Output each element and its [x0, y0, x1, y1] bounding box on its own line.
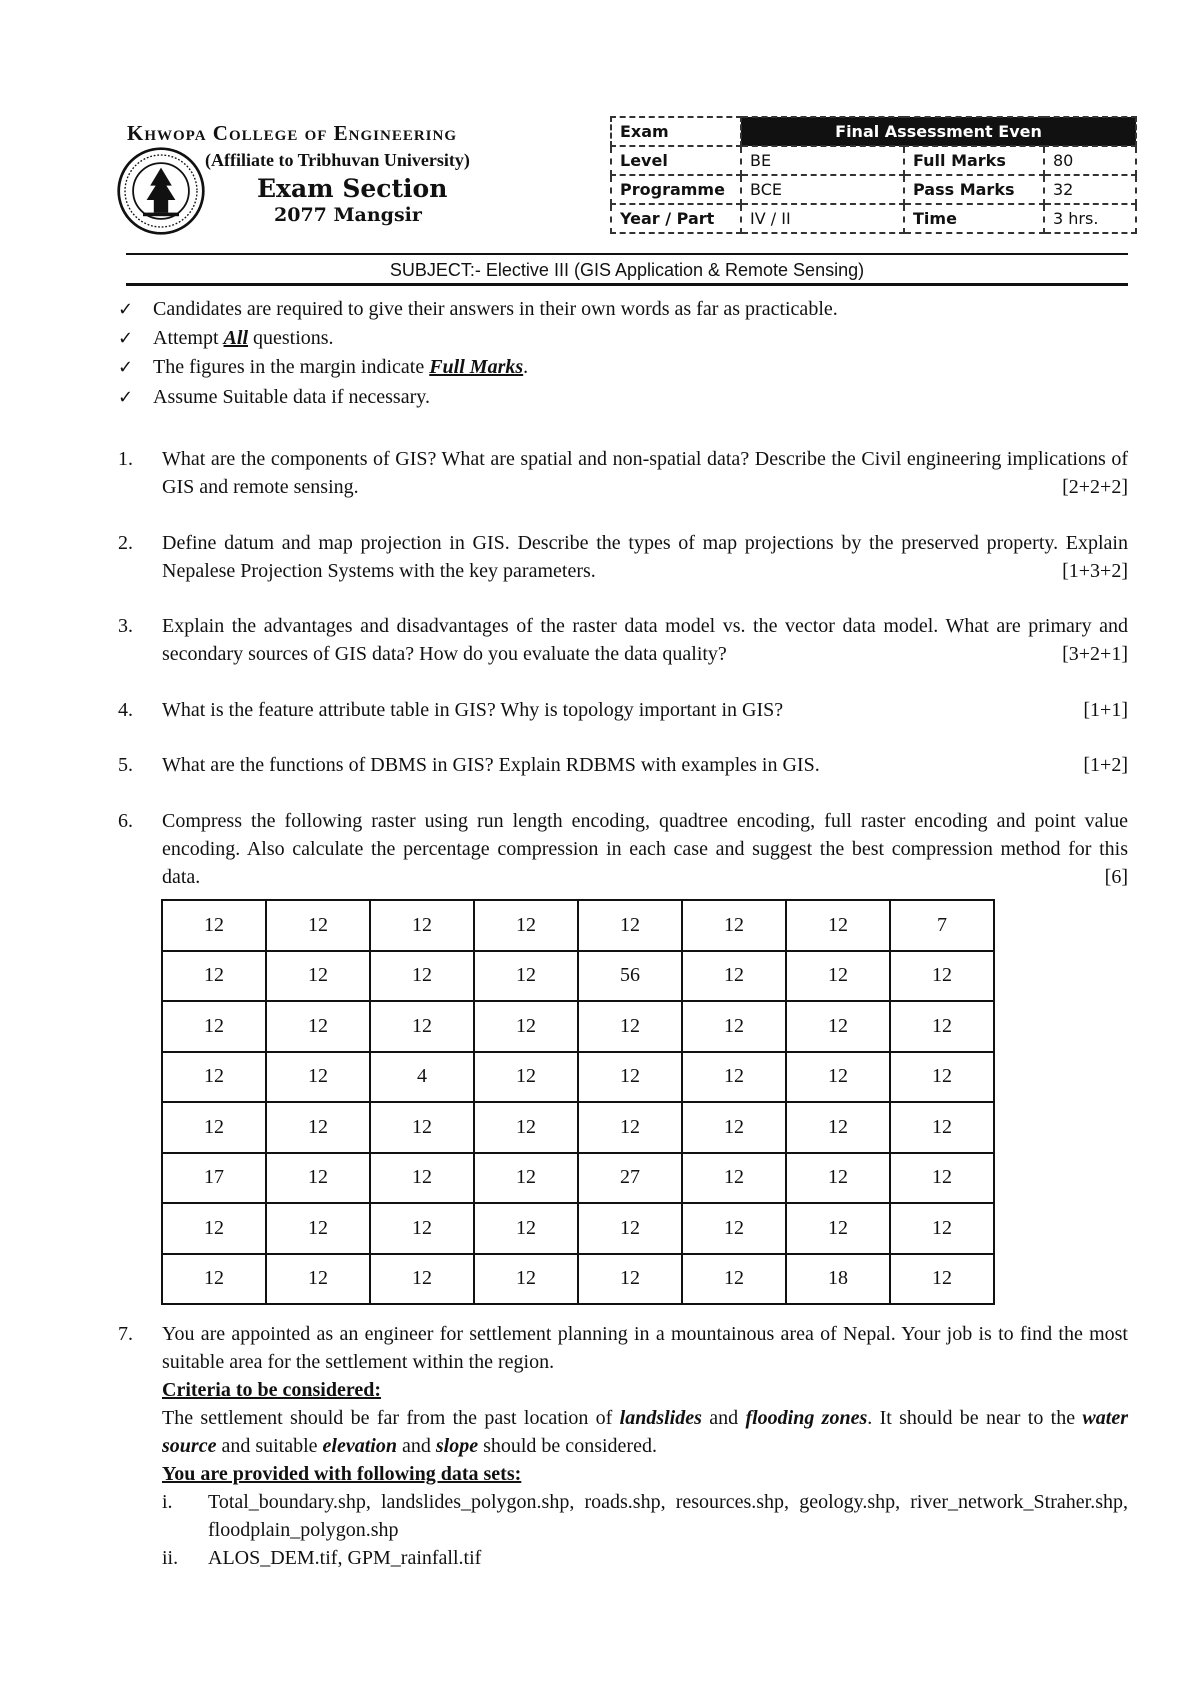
exam-label: Exam	[611, 117, 741, 146]
question-2	[118, 529, 1128, 585]
dataset-text: Total_boundary.shp, landslides_polygon.shp, roads.shp, resources.shp, geology.shp, river_network_Straher.shp, floodplain_polygon.shp	[208, 1491, 1128, 1541]
emphasis-full-marks: Full Marks	[429, 356, 524, 378]
question-number: 6.	[118, 810, 133, 832]
raster-row	[162, 1254, 994, 1305]
raster-cell: 12	[370, 1102, 474, 1153]
raster-cell: 12	[786, 1001, 890, 1052]
raster-cell: 12	[370, 1203, 474, 1254]
subject-bottom-rule	[126, 283, 1128, 286]
raster-row	[162, 1001, 994, 1052]
criteria-part: and suitable	[216, 1435, 323, 1457]
raster-cell: 12	[682, 1254, 786, 1305]
question-marks: [2+2+2]	[1062, 476, 1128, 498]
raster-cell: 12	[786, 1153, 890, 1204]
raster-cell: 12	[370, 900, 474, 951]
check-icon: ✓	[118, 387, 134, 408]
question-4	[118, 696, 1128, 724]
criteria-part: and	[701, 1407, 746, 1429]
college-logo-icon	[116, 146, 206, 236]
raster-cell: 12	[370, 951, 474, 1002]
pass-marks-label: Pass Marks	[904, 175, 1044, 204]
programme-label: Programme	[611, 175, 741, 204]
raster-grid-table	[161, 899, 995, 1305]
criteria-emphasis: slope	[435, 1435, 479, 1457]
criteria-part: and	[396, 1435, 436, 1457]
emphasis-all: All	[223, 327, 248, 349]
question-3	[118, 612, 1128, 668]
question-marks: [1+1]	[1083, 699, 1128, 721]
raster-cell: 12	[266, 1001, 370, 1052]
dataset-item-2	[162, 1544, 1128, 1572]
instruction-text: Attempt	[153, 327, 224, 349]
question-text: Compress the following raster using run length encoding, quadtree encoding, full raster encoding and point value encoding. Also calculate the percentage compression in each case and suggest the best compression method for this data.	[162, 810, 1128, 888]
raster-row	[162, 1153, 994, 1204]
raster-cell: 12	[474, 1052, 578, 1103]
criteria-emphasis: elevation	[322, 1435, 397, 1457]
question-text: You are appointed as an engineer for settlement planning in a mountainous area of Nepal. Your job is to find the most suitable area for the settlement within the region.	[162, 1323, 1128, 1373]
info-row-exam	[611, 117, 1136, 146]
raster-cell: 12	[266, 1153, 370, 1204]
raster-cell: 12	[578, 1203, 682, 1254]
raster-cell: 12	[890, 1001, 994, 1052]
full-marks-label: Full Marks	[904, 146, 1044, 175]
programme-value: BCE	[741, 175, 904, 204]
question-text: What are the functions of DBMS in GIS? Explain RDBMS with examples in GIS.	[162, 754, 820, 776]
question-marks: [1+2]	[1083, 754, 1128, 776]
subject-top-rule	[126, 253, 1128, 255]
question-text: Explain the advantages and disadvantages of the raster data model vs. the vector data model. What are primary and secondary sources of GIS data? How do you evaluate the data quality?	[162, 615, 1128, 665]
raster-cell: 12	[578, 900, 682, 951]
level-value: BE	[741, 146, 904, 175]
raster-cell: 27	[578, 1153, 682, 1204]
raster-cell: 12	[266, 1254, 370, 1305]
instruction-1	[118, 298, 838, 321]
question-5	[118, 751, 1128, 779]
info-row-programme	[611, 175, 1136, 204]
question-marks: [3+2+1]	[1062, 643, 1128, 665]
instruction-3	[118, 356, 528, 379]
raster-cell: 12	[474, 1254, 578, 1305]
raster-cell: 12	[266, 1052, 370, 1103]
exam-type-value: Final Assessment Even	[741, 117, 1136, 146]
raster-cell: 12	[890, 1254, 994, 1305]
raster-cell: 12	[162, 951, 266, 1002]
raster-cell: 12	[162, 900, 266, 951]
raster-cell: 12	[786, 1203, 890, 1254]
question-number: 7.	[118, 1323, 133, 1345]
raster-cell: 12	[474, 1001, 578, 1052]
question-text: What are the components of GIS? What are spatial and non-spatial data? Describe the Civil engineering implications of GIS and remote sensing.	[162, 448, 1128, 498]
question-number: 3.	[118, 615, 133, 637]
raster-cell: 12	[162, 1203, 266, 1254]
raster-cell: 17	[162, 1153, 266, 1204]
instruction-text: .	[523, 356, 529, 378]
raster-cell: 12	[162, 1001, 266, 1052]
question-number: 2.	[118, 532, 133, 554]
time-value: 3 hrs.	[1044, 204, 1136, 233]
raster-cell: 12	[890, 1052, 994, 1103]
raster-cell: 12	[786, 900, 890, 951]
criteria-emphasis: water source	[162, 1407, 1128, 1457]
question-6	[118, 807, 1128, 891]
raster-cell: 12	[682, 1001, 786, 1052]
instruction-text: Assume Suitable data if necessary.	[153, 386, 430, 408]
criteria-part: should be considered.	[478, 1435, 657, 1457]
college-name: Khwopa College of Engineering	[127, 121, 458, 145]
question-number: 5.	[118, 754, 133, 776]
raster-cell: 12	[786, 1052, 890, 1103]
raster-cell: 12	[682, 1153, 786, 1204]
instruction-4	[118, 386, 430, 409]
datasets-heading: You are provided with following data sets:	[162, 1463, 522, 1485]
raster-cell: 12	[890, 1102, 994, 1153]
level-label: Level	[611, 146, 741, 175]
exam-info-table	[610, 116, 1137, 234]
year-part-value: IV / II	[741, 204, 904, 233]
raster-cell: 12	[786, 951, 890, 1002]
question-1	[118, 445, 1128, 501]
check-icon: ✓	[118, 328, 134, 349]
dataset-item-1	[162, 1488, 1128, 1544]
exam-session: 2077 Mangsir	[274, 204, 422, 226]
full-marks-value: 80	[1044, 146, 1136, 175]
question-marks: [6]	[1104, 866, 1128, 888]
exam-section-title: Exam Section	[257, 174, 448, 203]
raster-cell: 12	[786, 1102, 890, 1153]
question-marks: [1+3+2]	[1062, 560, 1128, 582]
raster-cell: 12	[266, 951, 370, 1002]
raster-cell: 12	[370, 1153, 474, 1204]
raster-cell: 12	[474, 1203, 578, 1254]
raster-cell: 7	[890, 900, 994, 951]
criteria-emphasis: landslides	[619, 1407, 702, 1429]
subject-line: SUBJECT:- Elective III (GIS Application & Remote Sensing)	[389, 260, 865, 280]
check-icon: ✓	[118, 357, 134, 378]
raster-cell: 12	[474, 1153, 578, 1204]
raster-cell: 12	[370, 1254, 474, 1305]
raster-cell: 12	[474, 951, 578, 1002]
raster-cell: 12	[578, 1052, 682, 1103]
raster-cell: 12	[890, 1203, 994, 1254]
instruction-2	[118, 327, 334, 350]
dataset-number: ii.	[162, 1547, 179, 1569]
year-part-label: Year / Part	[611, 204, 741, 233]
criteria-emphasis: flooding zones	[745, 1407, 868, 1429]
raster-cell: 56	[578, 951, 682, 1002]
info-row-year	[611, 204, 1136, 233]
raster-row	[162, 900, 994, 951]
instruction-text: Candidates are required to give their answers in their own words as far as practicable.	[153, 298, 838, 320]
raster-cell: 12	[682, 1102, 786, 1153]
raster-cell: 12	[474, 900, 578, 951]
raster-cell: 12	[682, 900, 786, 951]
criteria-text	[162, 1404, 1128, 1460]
instruction-text: questions.	[248, 327, 334, 349]
dataset-text: ALOS_DEM.tif, GPM_rainfall.tif	[208, 1547, 482, 1569]
raster-cell: 12	[162, 1102, 266, 1153]
raster-cell: 12	[578, 1254, 682, 1305]
dataset-number: i.	[162, 1491, 173, 1513]
criteria-heading: Criteria to be considered:	[162, 1379, 382, 1401]
question-number: 1.	[118, 448, 133, 470]
question-text: Define datum and map projection in GIS. Describe the types of map projections by the preserved property. Explain Nepalese Projection Systems with the key parameters.	[162, 532, 1128, 582]
raster-cell: 12	[370, 1001, 474, 1052]
raster-cell: 12	[266, 1102, 370, 1153]
pass-marks-value: 32	[1044, 175, 1136, 204]
criteria-part: The settlement should be far from the past location of	[162, 1407, 620, 1429]
instruction-text: The figures in the margin indicate	[153, 356, 430, 378]
raster-cell: 12	[474, 1102, 578, 1153]
raster-row	[162, 1052, 994, 1103]
raster-cell: 12	[266, 1203, 370, 1254]
raster-cell: 12	[682, 951, 786, 1002]
raster-cell: 12	[266, 900, 370, 951]
question-7	[118, 1320, 1128, 1572]
info-row-level	[611, 146, 1136, 175]
raster-cell: 12	[682, 1203, 786, 1254]
raster-cell: 12	[890, 951, 994, 1002]
raster-cell: 12	[162, 1052, 266, 1103]
raster-row	[162, 1203, 994, 1254]
raster-cell: 12	[162, 1254, 266, 1305]
affiliation-text: (Affiliate to Tribhuvan University)	[205, 150, 470, 170]
question-number: 4.	[118, 699, 133, 721]
time-label: Time	[904, 204, 1044, 233]
raster-cell: 18	[786, 1254, 890, 1305]
check-icon: ✓	[118, 299, 134, 320]
raster-cell: 12	[578, 1001, 682, 1052]
raster-row	[162, 1102, 994, 1153]
raster-row	[162, 951, 994, 1002]
raster-cell: 4	[370, 1052, 474, 1103]
raster-cell: 12	[682, 1052, 786, 1103]
question-text: What is the feature attribute table in GIS? Why is topology important in GIS?	[162, 699, 784, 721]
raster-cell: 12	[578, 1102, 682, 1153]
criteria-part: . It should be near to the	[867, 1407, 1083, 1429]
raster-cell: 12	[890, 1153, 994, 1204]
